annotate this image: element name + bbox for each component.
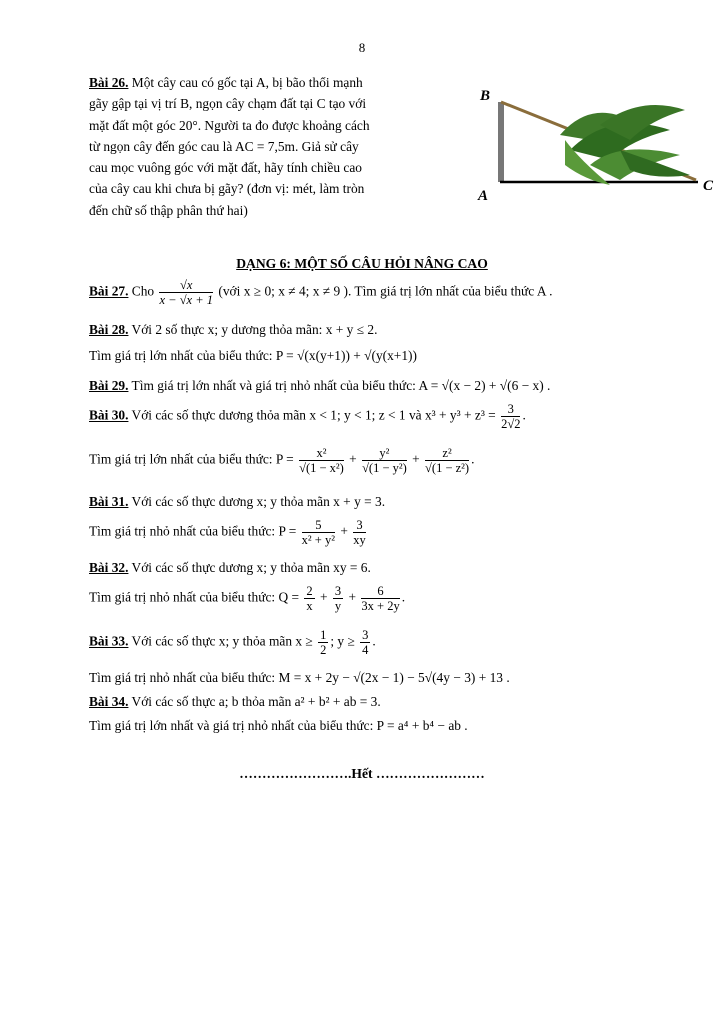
problem-28-line-2: Tìm giá trị lớn nhất của biểu thức: P = √(x(y+1)) + √(y(x+1)) [89,348,417,363]
fraction-numerator: x² [299,446,344,461]
point-label-c: C [703,178,714,194]
problem-28-line-1 [89,322,377,338]
problem-31-text-2: Tìm giá trị nhỏ nhất của biểu thức: P = [89,523,300,539]
problem-26-line-3: mặt đất một góc 20°. Người ta đo được khoảng cách [89,117,370,133]
problem-26-line-2: gãy gập tại vị trí B, ngọn cây chạm đất tại C tạo với [89,96,367,112]
fraction-numerator: 2 [306,584,313,598]
p-term-1 [299,446,344,475]
problem-31-text-1: Với các số thực dương x; y thỏa mãn x + y = 3. [128,494,386,509]
fraction-denominator: y [334,599,342,613]
problem-32-text-2: Tìm giá trị nhỏ nhất của biểu thức: Q = [89,589,303,605]
problem-32-text-1: Với các số thực dương x; y thỏa mãn xy = 6. [128,560,371,575]
problem-33-text-1: Với các số thực x; y thỏa mãn x ≥ [128,633,317,649]
problem-26-line-1: Một cây cau có gốc tại A, bị bão thổi mạnh [128,75,363,90]
problem-33-mid: ; y ≥ [330,633,359,649]
fraction-denominator: x − √x + 1 [159,293,214,307]
end-marker: …………………….Hết …………………… [239,766,485,781]
problem-27-label: Bài 27. [89,283,129,299]
section-heading: DẠNG 6: MỘT SỐ CÂU HỎI NÂNG CAO [236,256,488,271]
p-term-3 [425,446,469,475]
problem-30-line-2: Tìm giá trị lớn nhất của biểu thức: P = $\frac{\text{x²}}{\text{√(1 − x²)}}$ + $\frac{\text{y²}}{\text{√(1 − y²)}}$ + $\frac{\text{z²}}{\text{√(1 − z²)}}$ . [89,446,475,475]
fraction-numerator: 1 [320,628,327,642]
problem-32-line-1 [89,560,371,576]
problem-29-label: Bài 29. [89,378,129,393]
page-number: 8 [358,40,366,55]
fraction-denominator: x² + y² [301,533,335,547]
p-term-1 [302,518,335,547]
q-term-3 [361,584,399,613]
p-term-2 [362,446,407,475]
problem-33-line-1: Bài 33. Với các số thực x; y thỏa mãn x ≥ $\frac{1}{2}$ ; y ≥ $\frac{3}{4}$ . [89,628,376,657]
fraction-denominator: 2√2 [501,417,521,431]
problem-33-label: Bài 33. [89,633,129,649]
tree-figure [470,80,720,205]
problem-26 [89,72,461,221]
q-term-2 [333,584,343,613]
problem-28-label: Bài 28. [89,322,129,337]
problem-31-line-1 [89,494,385,510]
fraction-denominator: √(1 − y²) [362,461,407,475]
fraction-numerator: y² [362,446,407,461]
q-term-1 [304,584,314,613]
problem-30-label: Bài 30. [89,407,129,423]
fraction-numerator: 6 [361,584,399,599]
trunk-ab [498,102,504,182]
fraction-numerator: 5 [302,518,335,533]
fraction-numerator: 3 [362,628,369,642]
problem-29-text: Tìm giá trị lớn nhất và giá trị nhỏ nhất của biểu thức: A = √(x − 2) + √(6 − x) . [128,378,551,393]
problem-30-fraction [501,402,520,431]
fraction-numerator: z² [425,446,469,461]
fraction-denominator: 3x + 2y [361,599,400,613]
problem-27-fraction [159,278,213,307]
problem-26-line-6: của cây cau khi chưa bị gãy? (đơn vị: mét, làm tròn [89,181,365,197]
problem-30-text-1: Với các số thực dương thỏa mãn x < 1; y < 1; z < 1 và x³ + y³ + z³ = [128,407,500,423]
fraction-denominator: √(1 − z²) [425,461,470,475]
problem-34-text-1: Với các số thực a; b thỏa mãn a² + b² + ab = 3. [128,694,381,709]
problem-34-label: Bài 34. [89,694,129,709]
point-label-b: B [480,88,491,104]
problem-31-line-2: Tìm giá trị nhỏ nhất của biểu thức: P = $\frac{5}{\text{x² + y²}}$ + $\frac{3}{xy}$ [89,518,366,547]
problem-28-text-1: Với 2 số thực x; y dương thỏa mãn: x + y ≤ 2. [128,322,378,337]
fraction-denominator: √(1 − x²) [299,461,344,475]
y-bound-fraction [360,628,370,657]
fraction-denominator: x [306,599,313,613]
problem-27-text-2: (với x ≥ 0; x ≠ 4; x ≠ 9 ). Tìm giá trị lớn nhất của biểu thức A . [218,283,553,299]
problem-32-line-2: Tìm giá trị nhỏ nhất của biểu thức: Q = $\frac{2}{x}$ + $\frac{3}{y}$ + $\frac{6}{3x + 2y}$ . [89,584,406,613]
problem-26-line-4: từ ngọn cây đến góc cau là AC = 7,5m. Giả sử cây [89,138,359,154]
problem-32-label: Bài 32. [89,560,129,575]
palm-leaves-image [560,105,690,185]
fraction-denominator: 4 [362,643,369,657]
problem-26-line-5: cau mọc vuông góc với mặt đất, hãy tính chiều cao [89,160,362,176]
fraction-numerator: 3 [334,584,342,598]
problem-34-line-2: Tìm giá trị lớn nhất và giá trị nhỏ nhất của biểu thức: P = a⁴ + b⁴ − ab . [89,718,468,733]
fraction-numerator: 3 [501,402,520,417]
fraction-denominator: xy [353,533,366,547]
problem-27-text-1: Cho [128,283,158,299]
problem-30-text-2: Tìm giá trị lớn nhất của biểu thức: P = [89,451,298,467]
x-bound-fraction [318,628,328,657]
fraction-numerator: 3 [353,518,366,533]
problem-33-line-2: Tìm giá trị nhỏ nhất của biểu thức: M = x + 2y − √(2x − 1) − 5√(4y − 3) + 13 . [89,670,510,685]
point-label-a: A [478,188,489,204]
problem-27 [89,278,552,307]
problem-34-line-1 [89,694,381,710]
p-term-2 [353,518,366,547]
problem-26-line-7: đến chữ số thập phân thứ hai) [89,202,248,218]
problem-31-label: Bài 31. [89,494,129,509]
problem-30-line-1: Bài 30. Với các số thực dương thỏa mãn x < 1; y < 1; z < 1 và x³ + y³ + z³ = $\frac{3}{2√2}$ . [89,402,526,431]
problem-29 [89,378,550,394]
fraction-numerator: √x [159,278,213,293]
fraction-denominator: 2 [320,643,327,657]
problem-26-label: Bài 26. [89,75,129,90]
